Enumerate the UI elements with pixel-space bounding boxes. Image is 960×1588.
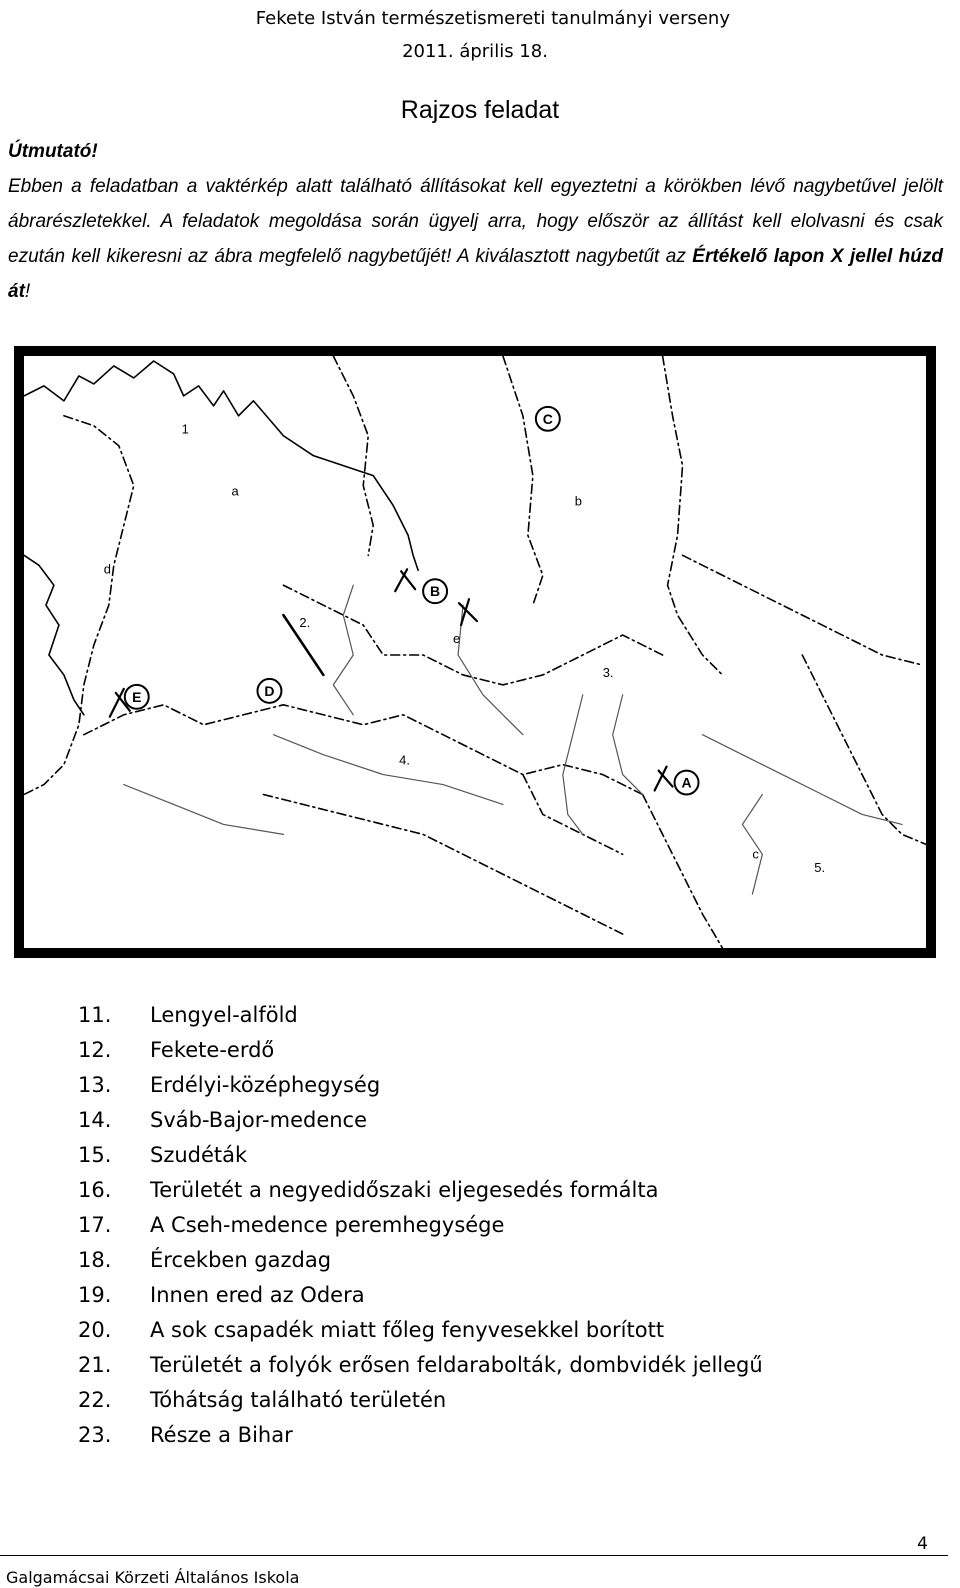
river-2 <box>458 605 523 735</box>
map-letter-e: e <box>453 631 461 647</box>
map-number-1: 1 <box>181 421 189 437</box>
map-letter-c: c <box>752 846 759 862</box>
river-8 <box>702 735 902 825</box>
list-item: 18. Ércekben gazdag <box>78 1248 332 1272</box>
competition-date: 2011. április 18. <box>402 41 548 62</box>
page-title: Rajzos feladat <box>400 96 560 124</box>
map-number-2: 2. <box>299 615 311 631</box>
list-item: 22. Tóhátság található területén <box>78 1388 447 1412</box>
map-circle-b-label: B <box>430 583 441 600</box>
footer-divider <box>0 1555 948 1556</box>
river-7 <box>124 785 284 835</box>
instructions-heading: Útmutató! <box>8 141 98 162</box>
river-3 <box>563 695 583 835</box>
list-item: 23. Része a Bihar <box>78 1423 293 1447</box>
border-7 <box>84 705 643 795</box>
map-number-5: 5. <box>814 860 826 876</box>
list-item: 17. A Cseh-medence peremhegysége <box>78 1213 505 1237</box>
instructions-end: ! <box>24 281 31 302</box>
map-letter-b: b <box>574 493 583 509</box>
instructions-bold-text: Értékelő lapon X jellel húzd át <box>8 246 943 302</box>
border-2 <box>333 356 373 555</box>
list-item: 13. Erdélyi-középhegység <box>78 1073 381 1097</box>
map-number-4: 4. <box>399 752 410 768</box>
map-letter-a: a <box>231 483 239 499</box>
cross-marker-1 <box>395 569 415 591</box>
cross-marker-4 <box>655 767 673 791</box>
map-circle-e-label: E <box>132 688 142 705</box>
map-circle-c-label: C <box>542 410 553 427</box>
list-item: 19. Innen ered az Odera <box>78 1283 365 1307</box>
blind-map <box>24 356 926 948</box>
list-item: 21. Területét a folyók erősen feldarabolták, dombvidék jellegű <box>78 1353 763 1377</box>
list-item: 12. Fekete-erdő <box>78 1038 275 1062</box>
border-11 <box>523 775 623 855</box>
instructions-text: Ebben a feladatban a vaktérkép alatt található állításokat kell egyeztetni a körökben lévő nagybetűvel jelölt ábrarészletekkel. A feladatok megoldása során ügyelj arra, hogy először az állítást kell elolvasni és csak ezután kell kikeresni az ábra megfelelő nagybetűjét! A kiválasztott nagybetűt az <box>8 176 943 267</box>
coastline-west <box>24 555 84 714</box>
list-item: 16. Területét a negyedidőszaki eljegesedés formálta <box>78 1178 659 1202</box>
map-letter-d: d <box>103 561 112 577</box>
page-header <box>210 2 730 68</box>
map-circle-a-label: A <box>681 774 692 791</box>
map-number-3: 3. <box>602 664 614 680</box>
instructions <box>8 134 943 309</box>
river-1 <box>333 585 353 715</box>
border-9 <box>802 655 926 844</box>
map-circle-d-label: D <box>264 682 275 699</box>
coastline-north <box>24 361 418 570</box>
page-number: 4 <box>917 1534 928 1554</box>
list-item: 15. Szudéták <box>78 1143 248 1167</box>
border-10 <box>643 795 723 948</box>
list-item: 20. A sok csapadék miatt főleg fenyvesekkel borított <box>78 1318 665 1342</box>
border-4 <box>663 356 723 675</box>
list-item: 14. Sváb-Bajor-medence <box>78 1108 368 1132</box>
competition-name: Fekete István természetismereti tanulmányi verseny <box>255 8 730 29</box>
border-1 <box>24 416 134 795</box>
statement-list <box>78 998 763 1453</box>
border-3 <box>503 356 543 605</box>
river-6 <box>273 735 502 805</box>
border-5 <box>683 555 922 665</box>
blind-map-frame <box>14 346 936 958</box>
footer-school: Galgamácsai Körzeti Általános Iskola <box>6 1568 300 1587</box>
river-4 <box>613 695 643 795</box>
list-item: 11. Lengyel-alföld <box>78 1003 298 1027</box>
river-5 <box>742 795 762 895</box>
